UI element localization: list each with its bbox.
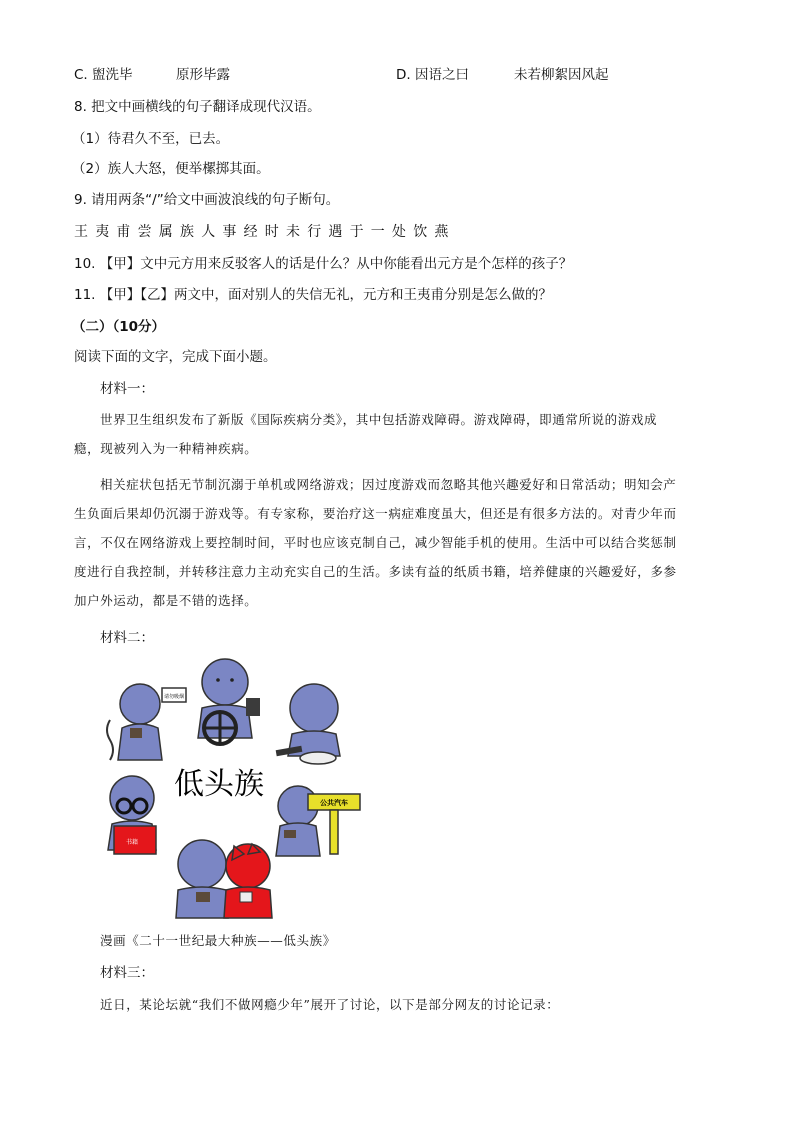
q8-item-1: （1）待君久不至，已去。 [72,131,230,147]
option-d: D. 因语之曰 [396,67,469,83]
option-c [74,66,133,84]
figure-couple [176,840,272,918]
option-d-extra: 未若柳絮因风起 [514,67,609,83]
cartoon-caption: 漫画《二十一世纪最大种族——低头族》 [100,933,336,948]
section-instruction: 阅读下面的文字，完成下面小题。 [74,349,277,365]
figure-reading [108,776,156,854]
material3-label: 材料三： [100,965,154,981]
option-c-label: C. 盥洗毕 [74,67,133,83]
figure-driving [198,659,260,744]
material1-p2-line4: 度进行自我控制，并转移注意力主动充实自己的生活。多读有益的纸质书籍，培养健康的兴趣爱好，多参 [74,564,677,579]
material1-p2-line1: 相关症状包括无节制沉溺于单机或网络游戏；因过度游戏而忽略其他兴趣爱好和日常活动；明知会产 [100,477,677,492]
material1-p2-line2: 生负面后果却仍沉溺于游戏等。有专家称，要治疗这一病症难度虽大，但还是有很多方法的。对青少年而 [74,506,677,521]
material1-label: 材料一： [100,381,154,397]
figure-eating [276,684,340,764]
q9-prompt: 9. 请用两条“/”给文中画波浪线的句子断句。 [74,192,340,208]
cartoon-image [100,650,370,925]
q10: 10. 【甲】文中元方用来反驳客人的话是什么？从中你能看出元方是个怎样的孩子？ [74,256,573,272]
section-heading: （二）（10分） [72,319,166,335]
material1-p2-line5: 加户外运动，都是不错的选择。 [74,593,258,608]
figure-bus [276,786,360,856]
material1-p1-line1: 世界卫生组织发布了新版《国际疾病分类》，其中包括游戏障碍。游戏障碍，即通常所说的游戏成 [100,412,658,427]
q9-sentence: 王夷甫尝属族人事经时未行遇于一处饮燕 [74,224,456,240]
book-label: 书籍 [126,839,139,846]
material1-p1-line2: 瘾，现被列入为一种精神疾病。 [74,441,258,456]
q11: 11. 【甲】【乙】两文中，面对别人的失信无礼，元方和王夷甫分别是怎么做的？ [74,287,553,303]
q8-prompt: 8. 把文中画横线的句子翻译成现代汉语。 [74,99,321,115]
option-c-extra: 原形毕露 [176,67,230,83]
figure-smoke [107,684,186,760]
sign-small: 请勿吸烟 [163,694,185,700]
material1-p2-line3: 言，不仅在网络游戏上要控制时间，平时也应该克制自己，减少智能手机的使用。生活中可以结合奖惩制 [74,535,677,550]
material2-label: 材料二： [100,630,154,646]
material3-text: 近日，某论坛就“我们不做网瘾少年”展开了讨论，以下是部分网友的讨论记录： [100,997,560,1012]
q8-item-2: （2）族人大怒，便举樏掷其面。 [72,161,270,177]
bus-sign: 公共汽车 [320,799,348,807]
cartoon-title: 低头族 [174,767,264,802]
